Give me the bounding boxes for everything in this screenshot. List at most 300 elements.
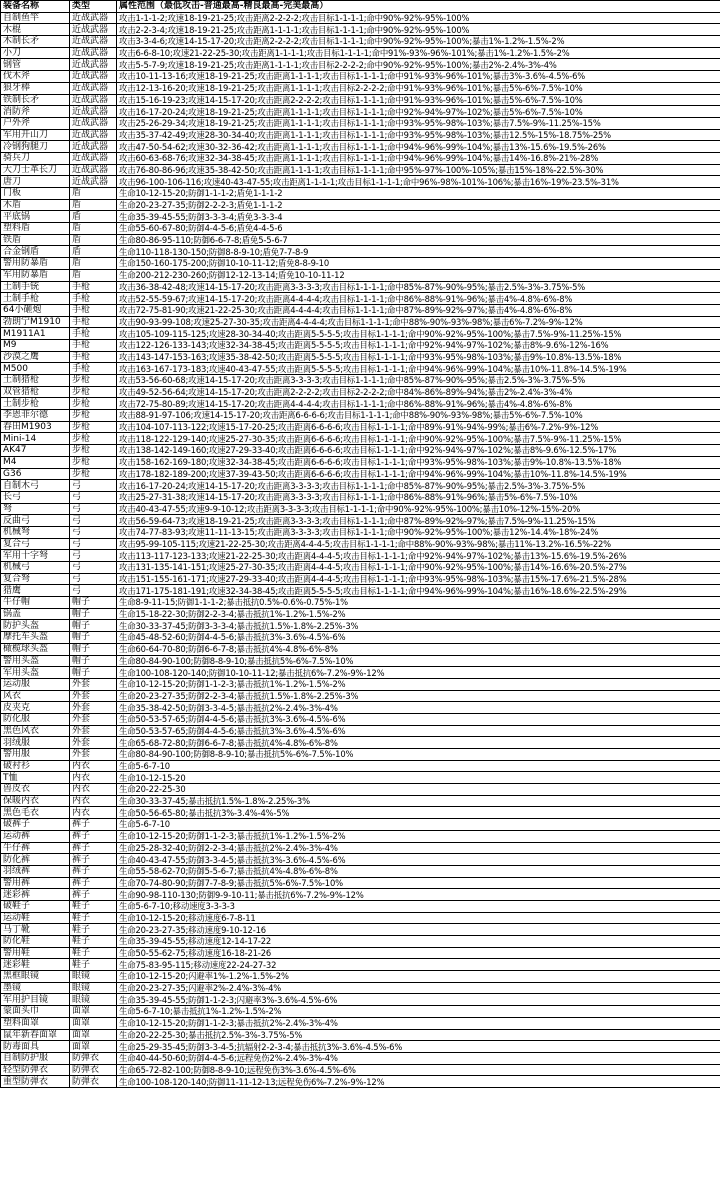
- cell-equipment-type: 步枪: [70, 386, 117, 398]
- table-row: [1, 468, 720, 480]
- cell-equipment-name: 重型防弹衣: [1, 1076, 70, 1088]
- table-row: [1, 585, 720, 597]
- cell-attributes: 生命10-12-15-20;移动速度6-7-8-11: [117, 912, 720, 924]
- cell-equipment-name: 鼠年新春面罩: [1, 1029, 70, 1041]
- cell-equipment-name: M500: [1, 363, 70, 375]
- cell-equipment-type: 弓: [70, 562, 117, 574]
- cell-attributes: 攻击10-11-13-16;攻速18-19-21-25;攻击距离1-1-1-1;攻击目标1-1-1-1;命中91%-93%-96%-101%;暴击3%-3.6%-4.5%-6%: [117, 71, 720, 83]
- cell-equipment-type: 鞋子: [70, 924, 117, 936]
- cell-attributes: 生命10-12-15-20;防御1-1-1-2;盾免1-1-1-2: [117, 188, 720, 200]
- cell-attributes: 生命80-86-95-110;防御6-6-7-8;盾免5-5-6-7: [117, 234, 720, 246]
- cell-attributes: 攻击40-43-47-55;攻速9-9-10-12;攻击距离3-3-3-3;攻击目标1-1-1-1;命中90%-92%-95%-100%;暴击10%-12%-15%-20%: [117, 503, 720, 515]
- cell-equipment-name: 机械弓: [1, 562, 70, 574]
- cell-equipment-type: 步枪: [70, 456, 117, 468]
- table-row: [1, 199, 720, 211]
- table-row: [1, 994, 720, 1006]
- table-row: [1, 316, 720, 328]
- cell-equipment-type: 弓: [70, 515, 117, 527]
- cell-equipment-name: 64小砸炮: [1, 304, 70, 316]
- cell-attributes: 生命8-9-11-15;防御1-1-1-2;暴击抵抗0.5%-0.6%-0.75%-1%: [117, 597, 720, 609]
- table-row: [1, 176, 720, 188]
- cell-equipment-name: 机械弩: [1, 526, 70, 538]
- table-row: [1, 258, 720, 270]
- cell-equipment-type: 手枪: [70, 281, 117, 293]
- cell-attributes: 攻击53-56-60-68;攻速14-15-17-20;攻击距离3-3-3-3;攻击目标1-1-1-1;命中85%-87%-90%-95%;暴击2.5%-3%-3.75%-5%: [117, 375, 720, 387]
- cell-equipment-type: 防弹衣: [70, 1052, 117, 1064]
- table-row: [1, 82, 720, 94]
- cell-equipment-type: 内衣: [70, 784, 117, 796]
- cell-equipment-type: 弓: [70, 573, 117, 585]
- cell-equipment-type: 内衣: [70, 772, 117, 784]
- cell-equipment-name: 迷彩鞋: [1, 959, 70, 971]
- table-row: [1, 339, 720, 351]
- cell-attributes: 攻击151-155-161-171;攻速27-29-33-40;攻击距离4-4-4-5;攻击目标1-1-1-1;命中93%-95%-98%-103%;暴击15%-17.6%-21.5%-28%: [117, 573, 720, 585]
- cell-equipment-type: 弓: [70, 550, 117, 562]
- cell-equipment-type: 面罩: [70, 1006, 117, 1018]
- cell-attributes: 生命10-12-15-20;闪避率1%-1.2%-1.5%-2%: [117, 971, 720, 983]
- cell-attributes: 攻击138-142-149-160;攻速27-29-33-40;攻击距离6-6-6-6;攻击目标1-1-1-1;命中92%-94%-97%-102%;暴击8%-9.6%-12.5%-17%: [117, 445, 720, 457]
- table-row: [1, 1029, 720, 1041]
- cell-attributes: 生命5-6-7-10: [117, 819, 720, 831]
- cell-equipment-type: 外套: [70, 678, 117, 690]
- cell-equipment-type: 近战武器: [70, 94, 117, 106]
- cell-equipment-type: 近战武器: [70, 36, 117, 48]
- table-row: [1, 503, 720, 515]
- cell-equipment-type: 盾: [70, 234, 117, 246]
- cell-attributes: 生命35-39-45-55;防御1-1-2-3;闪避率3%-3.6%-4.5%-6%: [117, 994, 720, 1006]
- cell-equipment-name: 木制长矛: [1, 36, 70, 48]
- cell-equipment-type: 手枪: [70, 363, 117, 375]
- cell-equipment-name: 摩托车头盔: [1, 632, 70, 644]
- cell-equipment-name: 迷彩裤: [1, 889, 70, 901]
- cell-equipment-type: 步枪: [70, 410, 117, 422]
- cell-equipment-name: 警用头盔: [1, 655, 70, 667]
- cell-equipment-type: 弓: [70, 503, 117, 515]
- cell-equipment-type: 内衣: [70, 795, 117, 807]
- cell-attributes: 攻击104-107-113-122;攻速15-17-20-25;攻击距离6-6-6-6;攻击目标1-1-1-1;命中89%-91%-94%-99%;暴击6%-7.2%-9%-12%: [117, 421, 720, 433]
- table-row: [1, 1064, 720, 1076]
- cell-attributes: 生命50-53-57-65;防御4-4-5-6;暴击抵抗3%-3.6%-4.5%-6%: [117, 713, 720, 725]
- cell-attributes: 生命70-74-80-90;防御7-7-8-9;暴击抵抗5%-6%-7.5%-10%: [117, 877, 720, 889]
- cell-attributes: 生命10-12-15-20;防御1-1-2-3;暴击抵抗1%-1.2%-1.5%-2%: [117, 830, 720, 842]
- cell-equipment-type: 近战武器: [70, 106, 117, 118]
- table-row: [1, 1076, 720, 1088]
- cell-equipment-type: 弓: [70, 585, 117, 597]
- table-row: [1, 936, 720, 948]
- cell-attributes: 生命100-108-120-140;防御10-10-11-12;暴击抵抗6%-7.2%-9%-12%: [117, 667, 720, 679]
- cell-equipment-type: 弓: [70, 491, 117, 503]
- cell-equipment-name: 破裤子: [1, 819, 70, 831]
- cell-attributes: 生命25-28-32-40;防御2-2-3-4;暴击抵抗2%-2.4%-3%-4%: [117, 842, 720, 854]
- cell-equipment-name: 消防斧: [1, 106, 70, 118]
- cell-equipment-type: 外套: [70, 725, 117, 737]
- table-row: [1, 445, 720, 457]
- cell-equipment-type: 手枪: [70, 293, 117, 305]
- cell-attributes: 生命10-12-15-20;防御1-1-2-3;暴击抵抗2%-2.4%-3%-4%: [117, 1017, 720, 1029]
- table-row: [1, 234, 720, 246]
- cell-equipment-name: 复合弓: [1, 538, 70, 550]
- table-row: [1, 795, 720, 807]
- cell-equipment-name: 自制木弓: [1, 480, 70, 492]
- cell-equipment-name: 土制手枪: [1, 293, 70, 305]
- cell-attributes: 攻击25-26-29-34;攻速18-19-21-25;攻击距离1-1-1-1;攻击目标1-1-1-1;命中93%-95%-98%-103%;暴击7.5%-9%-11.25%-15%: [117, 117, 720, 129]
- cell-equipment-type: 近战武器: [70, 59, 117, 71]
- cell-equipment-name: 塑料面罩: [1, 1017, 70, 1029]
- table-row: [1, 246, 720, 258]
- cell-equipment-name: 铁制长矛: [1, 94, 70, 106]
- table-row: [1, 12, 720, 24]
- table-row: [1, 784, 720, 796]
- cell-equipment-type: 帽子: [70, 597, 117, 609]
- cell-attributes: 生命50-55-62-75;移动速度16-18-21-26: [117, 947, 720, 959]
- cell-attributes: 攻击90-93-99-108;攻速25-27-30-35;攻击距离4-4-4-4;攻击目标1-1-1-1;命中88%-90%-93%-98%;暴击6%-7.2%-9%-12%: [117, 316, 720, 328]
- table-row: [1, 47, 720, 59]
- cell-attributes: 生命60-64-70-80;防御6-6-7-8;暴击抵抗4%-4.8%-6%-8%: [117, 643, 720, 655]
- cell-equipment-type: 步枪: [70, 421, 117, 433]
- table-row: [1, 877, 720, 889]
- cell-attributes: 生命15-18-22-30;防御2-2-3-4;暴击抵抗1%-1.2%-1.5%-2%: [117, 608, 720, 620]
- cell-equipment-name: 防护头盔: [1, 620, 70, 632]
- cell-equipment-type: 盾: [70, 188, 117, 200]
- table-row: [1, 959, 720, 971]
- cell-attributes: 攻击72-75-80-89;攻速14-15-17-20;攻击距离4-4-4-4;攻击目标1-1-1-1;命中86%-88%-91%-96%;暴击4%-4.8%-6%-8%: [117, 398, 720, 410]
- cell-attributes: 攻击47-50-54-62;攻速30-32-36-42;攻击距离1-1-1-1;攻击目标1-1-1-1;命中94%-96%-99%-104%;暴击13%-15.6%-19.5%-26%: [117, 141, 720, 153]
- cell-equipment-type: 外套: [70, 749, 117, 761]
- cell-equipment-name: M1911A1: [1, 328, 70, 340]
- table-row: [1, 643, 720, 655]
- table-row: [1, 667, 720, 679]
- cell-equipment-type: 手枪: [70, 316, 117, 328]
- cell-equipment-name: 自制鱼竿: [1, 12, 70, 24]
- cell-equipment-type: 外套: [70, 702, 117, 714]
- table-row: [1, 351, 720, 363]
- cell-attributes: 攻击178-182-189-200;攻速37-39-43-50;攻击距离6-6-6-6;攻击目标1-1-1-1;命中94%-96%-99%-104%;暴击10%-11.8%-14.5%-19%: [117, 468, 720, 480]
- cell-attributes: 攻击72-75-81-90;攻速21-22-25-30;攻击距离4-4-4-4;攻击目标1-1-1-1;命中87%-89%-92%-97%;暴击4%-4.8%-6%-8%: [117, 304, 720, 316]
- cell-equipment-name: 黑色毛衣: [1, 807, 70, 819]
- cell-attributes: 生命45-48-52-60;防御4-4-5-6;暴击抵抗3%-3.6%-4.5%-6%: [117, 632, 720, 644]
- table-row: [1, 24, 720, 36]
- cell-attributes: 攻击143-147-153-163;攻速35-38-42-50;攻击距离5-5-5-5;攻击目标1-1-1-1;命中93%-95%-98%-103%;暴击9%-10.8%-13.5%-18%: [117, 351, 720, 363]
- cell-equipment-name: 防毒面具: [1, 1041, 70, 1053]
- cell-equipment-name: 锅盖: [1, 608, 70, 620]
- cell-equipment-type: 外套: [70, 690, 117, 702]
- cell-equipment-type: 防弹衣: [70, 1064, 117, 1076]
- cell-attributes: 攻击16-17-20-24;攻速14-15-17-20;攻击距离3-3-3-3;攻击目标1-1-1-1;命中85%-87%-90%-95%;暴击2.5%-3%-3.75%-5%: [117, 480, 720, 492]
- cell-equipment-name: 勃朗宁M1910: [1, 316, 70, 328]
- cell-attributes: 生命65-72-82-100;防御8-8-9-10;远程免伤3%-3.6%-4.5%-6%: [117, 1064, 720, 1076]
- cell-equipment-type: 近战武器: [70, 129, 117, 141]
- table-body: [1, 12, 720, 1087]
- cell-equipment-type: 外套: [70, 713, 117, 725]
- header-attributes: 属性范围（最低攻击-普通最高-精良最高-完美最高）: [117, 1, 720, 13]
- table-row: [1, 1017, 720, 1029]
- cell-attributes: 生命50-53-57-65;防御4-4-5-6;暴击抵抗3%-3.6%-4.5%-6%: [117, 725, 720, 737]
- cell-equipment-type: 近战武器: [70, 24, 117, 36]
- cell-attributes: 攻击88-91-97-106;攻速14-15-17-20;攻击距离6-6-6-6;攻击目标1-1-1-1;命中88%-90%-93%-98%;暴击5%-6%-7.5%-10%: [117, 410, 720, 422]
- table-row: [1, 971, 720, 983]
- table-row: [1, 188, 720, 200]
- cell-attributes: 攻击105-109-115-125;攻速28-30-34-40;攻击距离5-5-5-5;攻击目标1-1-1-1;命中90%-92%-95%-100%;暴击7.5%-9%-11.25%-15%: [117, 328, 720, 340]
- cell-attributes: 生命50-56-65-80;暴击抵抗3%-3.4%-4%-5%: [117, 807, 720, 819]
- cell-equipment-name: 门板: [1, 188, 70, 200]
- table-row: [1, 737, 720, 749]
- cell-equipment-type: 步枪: [70, 433, 117, 445]
- cell-attributes: 攻击95-99-105-115;攻速21-22-25-30;攻击距离4-4-4-5;攻击目标1-1-1-1;命中88%-90%-93%-98%;暴击11%-13.2%-16.5%-22%: [117, 538, 720, 550]
- table-row: [1, 620, 720, 632]
- cell-equipment-name: 军用十字弩: [1, 550, 70, 562]
- table-row: [1, 713, 720, 725]
- cell-equipment-type: 弓: [70, 538, 117, 550]
- cell-attributes: 攻击163-167-173-183;攻速40-43-47-55;攻击距离5-5-5-5;攻击目标1-1-1-1;命中94%-96%-99%-104%;暴击10%-11.8%-14.5%-19%: [117, 363, 720, 375]
- cell-attributes: 生命35-38-42-50;防御3-3-4-5;暴击抵抗2%-2.4%-3%-4%: [117, 702, 720, 714]
- cell-equipment-name: 长弓: [1, 491, 70, 503]
- table-row: [1, 690, 720, 702]
- cell-attributes: 生命20-23-27-35;移动速度9-10-12-16: [117, 924, 720, 936]
- cell-attributes: 攻击2-2-3-4;攻速18-19-21-25;攻击距离1-1-1-1;攻击目标1-1-1-1;命中90%-92%-95%-100%: [117, 24, 720, 36]
- cell-equipment-type: 帽子: [70, 608, 117, 620]
- cell-equipment-type: 手枪: [70, 304, 117, 316]
- cell-equipment-name: 羽绒裤: [1, 865, 70, 877]
- table-row: [1, 655, 720, 667]
- table-row: [1, 772, 720, 784]
- cell-equipment-type: 盾: [70, 211, 117, 223]
- cell-attributes: 攻击52-55-59-67;攻速14-15-17-20;攻击距离4-4-4-4;攻击目标1-1-1-1;命中86%-88%-91%-96%;暴击4%-4.8%-6%-8%: [117, 293, 720, 305]
- cell-equipment-type: 盾: [70, 199, 117, 211]
- cell-equipment-name: 墨镜: [1, 982, 70, 994]
- cell-equipment-name: 土制手铳: [1, 281, 70, 293]
- table-row: [1, 912, 720, 924]
- cell-equipment-name: 警用裤: [1, 877, 70, 889]
- cell-equipment-name: 春田M1903: [1, 421, 70, 433]
- cell-attributes: 生命40-44-50-60;防御4-4-5-6;远程免伤2%-2.4%-3%-4%: [117, 1052, 720, 1064]
- cell-equipment-type: 鞋子: [70, 947, 117, 959]
- table-row: [1, 36, 720, 48]
- cell-equipment-name: 塑料盾: [1, 223, 70, 235]
- cell-equipment-name: 军用护目镜: [1, 994, 70, 1006]
- cell-equipment-name: AK47: [1, 445, 70, 457]
- cell-attributes: 攻击74-77-83-93;攻速11-11-13-15;攻击距离3-3-3-3;攻击目标1-1-1-1;命中90%-92%-95%-100%;暴击12%-14.4%-18%-24%: [117, 526, 720, 538]
- cell-equipment-type: 近战武器: [70, 176, 117, 188]
- table-row: [1, 304, 720, 316]
- table-row: [1, 889, 720, 901]
- cell-equipment-name: 运动服: [1, 678, 70, 690]
- cell-attributes: 攻击15-16-19-23;攻速14-15-17-20;攻击距离2-2-2-2;攻击目标1-1-1-1;命中91%-93%-96%-101%;暴击5%-6%-7.5%-10%: [117, 94, 720, 106]
- cell-equipment-type: 鞋子: [70, 900, 117, 912]
- cell-equipment-type: 盾: [70, 258, 117, 270]
- table-row: [1, 900, 720, 912]
- cell-equipment-name: 警用服: [1, 749, 70, 761]
- table-row: [1, 678, 720, 690]
- cell-equipment-name: 皮夹克: [1, 702, 70, 714]
- cell-attributes: 生命10-12-15-20;防御1-1-2-3;暴击抵抗1%-1.2%-1.5%-2%: [117, 678, 720, 690]
- cell-equipment-name: 羽绒服: [1, 737, 70, 749]
- cell-equipment-name: 猎鹰: [1, 585, 70, 597]
- cell-attributes: 攻击12-13-16-20;攻速18-19-21-25;攻击距离1-1-1-1;攻击目标2-2-2-2;命中91%-93%-96%-101%;暴击5%-6%-7.5%-10%: [117, 82, 720, 94]
- cell-equipment-name: 黑框眼镜: [1, 971, 70, 983]
- cell-equipment-name: 轻型防弹衣: [1, 1064, 70, 1076]
- table-row: [1, 854, 720, 866]
- cell-attributes: 生命55-60-67-80;防御4-4-5-6;盾免4-4-5-6: [117, 223, 720, 235]
- cell-equipment-name: 黑色风衣: [1, 725, 70, 737]
- header-row: [1, 1, 720, 13]
- cell-attributes: 生命5-6-7-10: [117, 760, 720, 772]
- cell-equipment-type: 裤子: [70, 830, 117, 842]
- cell-equipment-name: 双管猎枪: [1, 386, 70, 398]
- cell-equipment-type: 手枪: [70, 328, 117, 340]
- cell-attributes: 攻击118-122-129-140;攻速25-27-30-35;攻击距离6-6-6-6;攻击目标1-1-1-1;命中90%-92%-95%-100%;暴击7.5%-9%-11.25%-15%: [117, 433, 720, 445]
- cell-attributes: 生命20-22-25-30;暴击抵抗2.5%-3%-3.75%-5%: [117, 1029, 720, 1041]
- cell-equipment-type: 防弹衣: [70, 1076, 117, 1088]
- table-row: [1, 842, 720, 854]
- header-name: 装备名称: [1, 1, 70, 13]
- table-row: [1, 608, 720, 620]
- table-row: [1, 152, 720, 164]
- table-row: [1, 1052, 720, 1064]
- cell-equipment-name: Mini-14: [1, 433, 70, 445]
- cell-equipment-type: 盾: [70, 269, 117, 281]
- cell-attributes: 攻击158-162-169-180;攻速32-34-38-45;攻击距离6-6-6-6;攻击目标1-1-1-1;命中93%-95%-98%-103%;暴击9%-10.8%-13.5%-18%: [117, 456, 720, 468]
- cell-attributes: 生命35-39-45-55;移动速度12-14-17-22: [117, 936, 720, 948]
- cell-equipment-type: 裤子: [70, 877, 117, 889]
- table-row: [1, 819, 720, 831]
- cell-equipment-type: 步枪: [70, 468, 117, 480]
- cell-equipment-name: 军用开山刀: [1, 129, 70, 141]
- cell-equipment-type: 近战武器: [70, 12, 117, 24]
- table-row: [1, 293, 720, 305]
- table-row: [1, 1006, 720, 1018]
- table-row: [1, 421, 720, 433]
- table-row: [1, 526, 720, 538]
- cell-equipment-name: 唐刀: [1, 176, 70, 188]
- cell-attributes: 攻击171-175-181-191;攻速32-34-38-45;攻击距离5-5-5-5;攻击目标1-1-1-1;命中94%-96%-99%-104%;暴击16%-18.6%-22.5%-29%: [117, 585, 720, 597]
- cell-attributes: 攻击60-63-68-76;攻速32-34-38-45;攻击距离1-1-1-1;攻击目标1-1-1-1;命中94%-96%-99%-104%;暴击14%-16.8%-21%-28%: [117, 152, 720, 164]
- cell-equipment-name: 土制猎枪: [1, 375, 70, 387]
- cell-attributes: 生命100-108-120-140;防御11-11-12-13;远程免伤6%-7.2%-9%-12%: [117, 1076, 720, 1088]
- cell-equipment-name: T恤: [1, 772, 70, 784]
- cell-equipment-type: 面罩: [70, 1017, 117, 1029]
- cell-equipment-type: 步枪: [70, 375, 117, 387]
- cell-equipment-type: 面罩: [70, 1029, 117, 1041]
- cell-equipment-name: 土制步枪: [1, 398, 70, 410]
- cell-equipment-type: 手枪: [70, 351, 117, 363]
- cell-equipment-type: 眼镜: [70, 994, 117, 1006]
- table-row: [1, 807, 720, 819]
- cell-equipment-type: 眼镜: [70, 982, 117, 994]
- cell-equipment-name: 防化鞋: [1, 936, 70, 948]
- cell-equipment-name: 牛仔帽: [1, 597, 70, 609]
- cell-equipment-name: 保暖内衣: [1, 795, 70, 807]
- table-row: [1, 830, 720, 842]
- cell-equipment-type: 近战武器: [70, 47, 117, 59]
- cell-attributes: 攻击25-27-31-38;攻速14-15-17-20;攻击距离3-3-3-3;攻击目标1-1-1-1;命中86%-88%-91%-96%;暴击5%-6%-7.5%-10%: [117, 491, 720, 503]
- cell-equipment-name: 李恩菲尔德: [1, 410, 70, 422]
- cell-equipment-name: 骑兵刀: [1, 152, 70, 164]
- cell-equipment-type: 盾: [70, 246, 117, 258]
- cell-equipment-name: 牛仔裤: [1, 842, 70, 854]
- cell-equipment-name: 马丁靴: [1, 924, 70, 936]
- cell-equipment-type: 裤子: [70, 865, 117, 877]
- cell-equipment-name: 冷钢狗腿刀: [1, 141, 70, 153]
- cell-attributes: 攻击3-3-4-6;攻速14-15-17-20;攻击距离2-2-2-2;攻击目标1-1-1-1;命中90%-92%-95%-100%;暴击1%-1.2%-1.5%-2%: [117, 36, 720, 48]
- cell-equipment-name: 伐木斧: [1, 71, 70, 83]
- cell-attributes: 攻击49-52-56-64;攻速14-15-17-20;攻击距离2-2-2-2;攻击目标2-2-2-2;命中84%-86%-89%-94%;暴击2%-2.4%-3%-4%: [117, 386, 720, 398]
- cell-attributes: 生命25-29-35-45;防御3-3-4-5;抗辐射2-2-3-4;暴击抵抗3%-3.6%-4.5%-6%: [117, 1041, 720, 1053]
- cell-attributes: 攻击113-117-123-133;攻速21-22-25-30;攻击距离4-4-4-5;攻击目标1-1-1-1;命中92%-94%-97%-102%;暴击13%-15.6%-19.5%-26%: [117, 550, 720, 562]
- table-row: [1, 398, 720, 410]
- cell-attributes: 攻击5-5-7-9;攻速18-19-21-25;攻击距离1-1-1-1;攻击目标2-2-2-2;命中90%-92%-95%-100%;暴击2%-2.4%-3%-4%: [117, 59, 720, 71]
- cell-equipment-type: 近战武器: [70, 141, 117, 153]
- cell-attributes: 攻击16-17-20-24;攻速18-19-21-25;攻击距离1-1-1-1;攻击目标1-1-1-1;命中92%-94%-97%-102%;暴击5%-6%-7.5%-10%: [117, 106, 720, 118]
- cell-equipment-name: 木盾: [1, 199, 70, 211]
- table-row: [1, 538, 720, 550]
- cell-attributes: 攻击6-6-8-10;攻速21-22-25-30;攻击距离1-1-1-1;攻击目标1-1-1-1;命中91%-93%-96%-101%;暴击1%-1.2%-1.5%-2%: [117, 47, 720, 59]
- cell-equipment-name: 狼牙棒: [1, 82, 70, 94]
- cell-equipment-name: 兽皮衣: [1, 784, 70, 796]
- table-row: [1, 410, 720, 422]
- table-row: [1, 106, 720, 118]
- table-row: [1, 141, 720, 153]
- table-row: [1, 573, 720, 585]
- table-row: [1, 491, 720, 503]
- table-row: [1, 71, 720, 83]
- cell-attributes: 攻击35-37-42-49;攻速28-30-34-40;攻击距离1-1-1-1;攻击目标1-1-1-1;命中93%-95%-98%-103%;暴击12.5%-15%-18.75%-25%: [117, 129, 720, 141]
- cell-equipment-name: 运动鞋: [1, 912, 70, 924]
- cell-attributes: 生命20-22-25-30: [117, 784, 720, 796]
- cell-equipment-name: 大刀士革长刀: [1, 164, 70, 176]
- cell-equipment-type: 近战武器: [70, 117, 117, 129]
- cell-equipment-name: 防化裤: [1, 854, 70, 866]
- cell-equipment-name: 木棍: [1, 24, 70, 36]
- cell-equipment-name: M9: [1, 339, 70, 351]
- cell-equipment-name: 铁盾: [1, 234, 70, 246]
- cell-attributes: 生命20-23-27-35;闪避率2%-2.4%-3%-4%: [117, 982, 720, 994]
- cell-attributes: 生命110-118-130-150;防御8-8-9-10;盾免7-7-8-9: [117, 246, 720, 258]
- table-row: [1, 94, 720, 106]
- cell-attributes: 攻击96-100-106-116;攻速40-43-47-55;攻击距离1-1-1-1;攻击目标1-1-1-1;命中96%-98%-101%-106%;暴击16%-19%-23.5%-31%: [117, 176, 720, 188]
- cell-equipment-name: G36: [1, 468, 70, 480]
- cell-attributes: 攻击131-135-141-151;攻速25-27-30-35;攻击距离4-4-4-5;攻击目标1-1-1-1;命中90%-92%-95%-100%;暴击14%-16.6%-20.5%-27%: [117, 562, 720, 574]
- table-row: [1, 550, 720, 562]
- cell-equipment-type: 近战武器: [70, 164, 117, 176]
- cell-attributes: 生命10-12-15-20: [117, 772, 720, 784]
- cell-equipment-name: 防化服: [1, 713, 70, 725]
- cell-attributes: 生命65-68-72-80;防御6-6-7-8;暴击抵抗4%-4.8%-6%-8%: [117, 737, 720, 749]
- cell-equipment-type: 裤子: [70, 889, 117, 901]
- cell-equipment-name: 反曲弓: [1, 515, 70, 527]
- table-row: [1, 632, 720, 644]
- table-row: [1, 375, 720, 387]
- table-row: [1, 597, 720, 609]
- cell-equipment-name: 弩: [1, 503, 70, 515]
- table-row: [1, 865, 720, 877]
- cell-attributes: 生命40-43-47-55;防御3-3-4-5;暴击抵抗3%-3.6%-4.5%-6%: [117, 854, 720, 866]
- table-row: [1, 702, 720, 714]
- cell-equipment-type: 鞋子: [70, 912, 117, 924]
- cell-attributes: 生命75-83-95-115;移动速度22-24-27-32: [117, 959, 720, 971]
- cell-attributes: 生命80-84-90-100;防御8-8-9-10;暴击抵抗5%-6%-7.5%-10%: [117, 749, 720, 761]
- table-row: [1, 363, 720, 375]
- table-row: [1, 982, 720, 994]
- cell-attributes: 生命5-6-7-10;移动速度3-3-3-3: [117, 900, 720, 912]
- cell-equipment-type: 步枪: [70, 445, 117, 457]
- table-row: [1, 480, 720, 492]
- cell-equipment-name: 警用防暴盾: [1, 258, 70, 270]
- cell-equipment-type: 外套: [70, 737, 117, 749]
- cell-attributes: 生命20-23-27-35;防御2-2-3-4;暴击抵抗1.5%-1.8%-2.25%-3%: [117, 690, 720, 702]
- table-row: [1, 269, 720, 281]
- cell-equipment-type: 帽子: [70, 655, 117, 667]
- cell-attributes: 生命200-212-230-260;防御12-12-13-14;盾免10-10-11-12: [117, 269, 720, 281]
